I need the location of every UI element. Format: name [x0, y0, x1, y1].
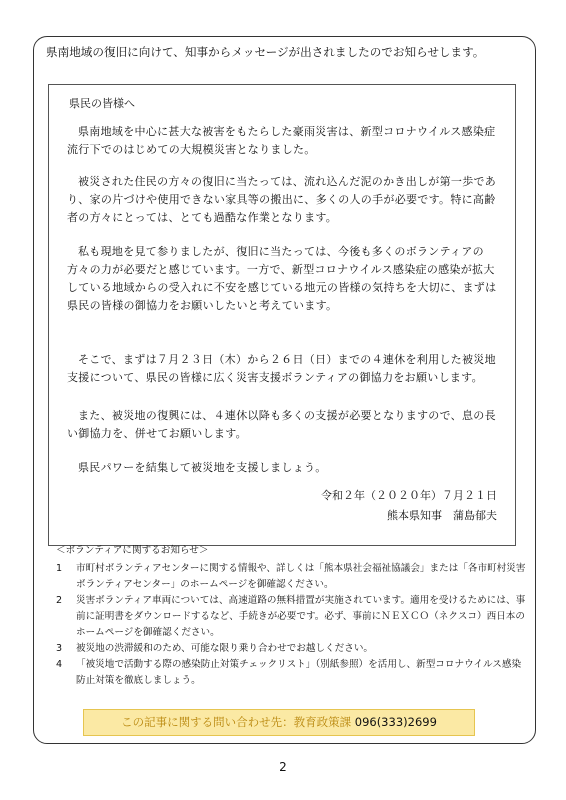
message-paragraph-4: そこで、まずは７月２３日（木）から２６日（日）までの４連休を利用した被災地支援について、県民の皆様に広く災害支援ボランティアの御協力をお願いします。: [67, 353, 496, 384]
notes-title: ＜ボランティアに関するお知らせ＞: [56, 545, 209, 556]
message-signature: 熊本県知事 蒲島郁夫: [387, 509, 497, 522]
contact-phone: 096(333)2699: [354, 715, 437, 729]
contact-banner: [83, 709, 475, 736]
note-text: 「被災地で活動する際の感染防止対策チェックリスト」（別紙参照）を活用し、新型コロナウイルス感染防止対策を徹底しましょう。: [76, 659, 522, 686]
note-number: 4: [56, 659, 63, 670]
note-item: [56, 561, 526, 593]
intro-text: 県南地域の復旧に向けて、知事からメッセージが出されましたのでお知らせします。: [46, 45, 485, 59]
note-item: [56, 641, 526, 657]
message-paragraph-2: 被災された住民の方々の復旧に当たっては、流れ込んだ泥のかき出しが第一歩であり、家の片づけや使用できない家具等の搬出に、多くの人の手が必要です。特に高齢者の方々にとっては、とても過酷な作業となります。: [67, 175, 497, 224]
volunteer-notes: [56, 543, 526, 689]
note-text: 災害ボランティア車両については、高速道路の無料措置が実施されています。適用を受けるためには、事前に証明書をダウンロードするなど、手続きが必要です。必ず、事前にＮＥＸＣＯ（ネクスコ）西日本のホームページを御確認ください。: [76, 595, 526, 638]
note-text: 被災地の渋滞緩和のため、可能な限り乗り合わせでお越しください。: [76, 643, 374, 654]
message-date: 令和２年（２０２０年）７月２１日: [321, 489, 497, 502]
note-text: 市町村ボランティアセンターに関する情報や、詳しくは「熊本県社会福祉協議会」または「各市町村災害ボランティアセンター」のホームページを御確認ください。: [76, 563, 526, 590]
message-paragraph-5: また、被災地の復興には、４連休以降も多くの支援が必要となりますので、息の長い御協力を、併せてお願いします。: [67, 409, 496, 440]
note-number: 1: [56, 563, 63, 574]
page-number: 2: [279, 760, 287, 774]
message-paragraph-3: 私も現地を見て参りましたが、復旧に当たっては、今後も多くのボランティアの方々の力が必要だと感じています。一方で、新型コロナウイルス感染症の感染が拡大している地域からの受入れに不安を感じている地元の皆様の気持ちを大切に、まずは県民の皆様の御協力をお願いしたいと考えています。: [67, 245, 497, 312]
message-paragraph-6: 県民パワーを結集して被災地を支援しましょう。: [78, 461, 327, 474]
message-paragraph-1: 県南地域を中心に甚大な被害をもたらした豪雨災害は、新型コロナウイルス感染症流行下でのはじめての大規模災害となりました。: [67, 125, 496, 156]
note-number: 3: [56, 643, 63, 654]
governor-message-box: [48, 84, 516, 546]
salutation: 県民の皆様へ: [69, 97, 135, 110]
contact-label: この記事に関する問い合わせ先：教育政策課: [121, 715, 352, 729]
note-item: [56, 593, 526, 641]
note-item: [56, 657, 526, 689]
note-number: 2: [56, 595, 63, 606]
